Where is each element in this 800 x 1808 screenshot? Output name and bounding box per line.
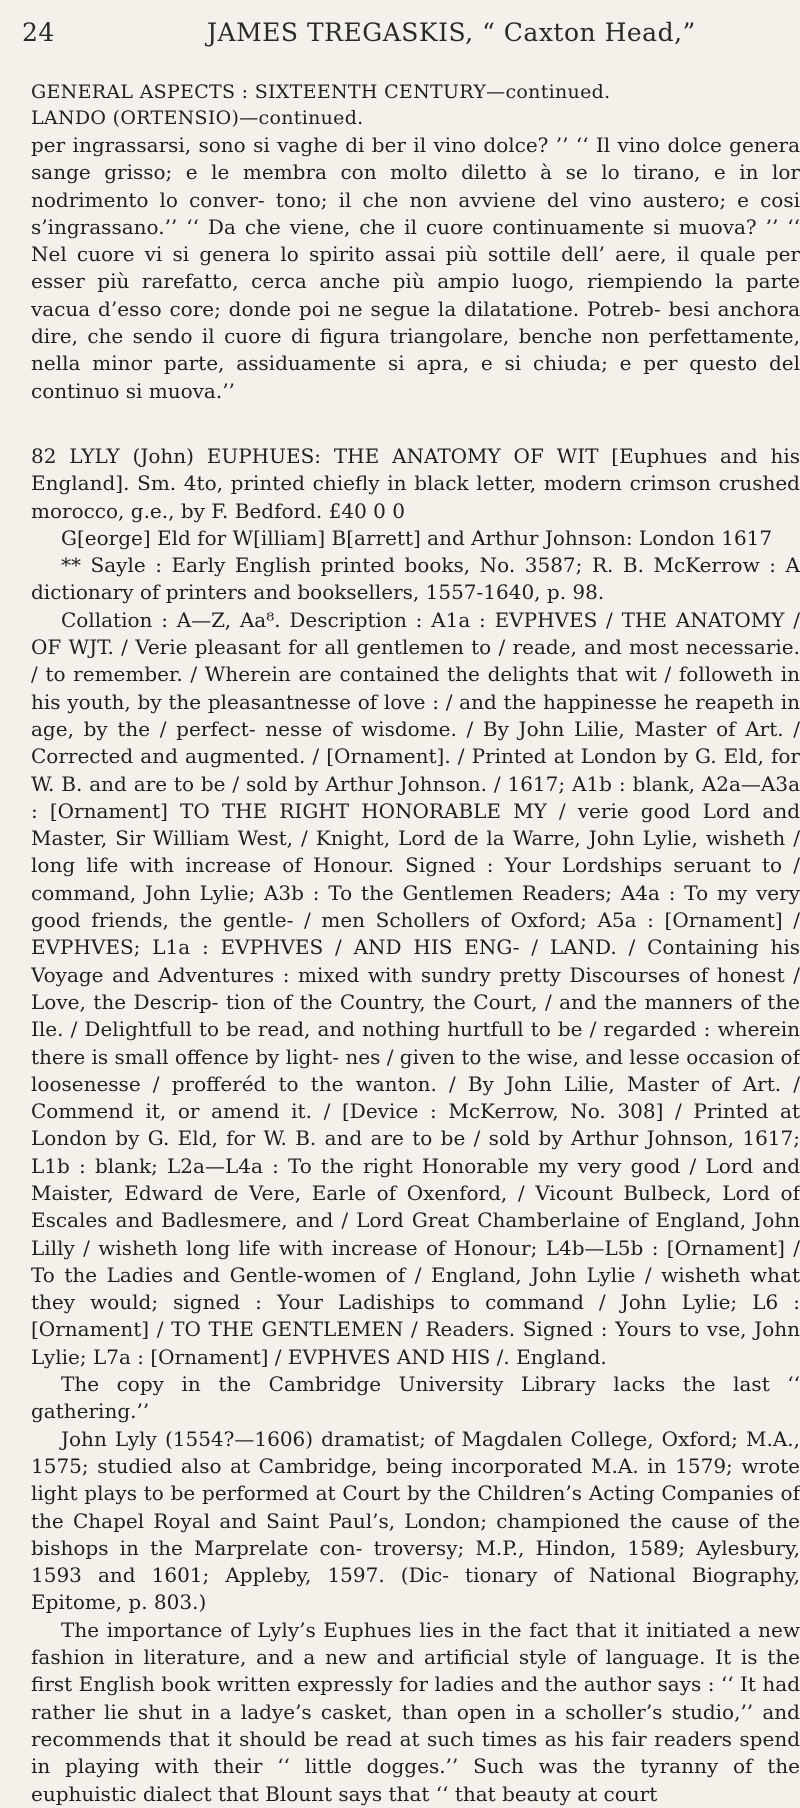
entry-imprint: G[eorge] Eld for W[illiam] B[arrett] and Arthur Johnson: London 1617 [61, 525, 773, 550]
page-body [31, 80, 800, 1808]
lot-number: 82 [31, 443, 57, 468]
section-heading: GENERAL ASPECTS : SIXTEENTH CENTURY—continued. [31, 81, 611, 103]
note-importance: The importance of Lyly’s Euphues lies in the fact that it initiated a new fashion in literature, and a new and artificial style of language. It is the first English book written expressly for ladies and the author says : ‘‘ It had rather lie shut in a ladye’s casket, than open in a scholler’s studio,’’ and recommends that it should be read at such times as his fair readers spend in playing with their ‘‘ little dogges.’’ Such was the tyranny of the euphuistic dialect that Blount says that ‘‘ that beauty at court [31, 1617, 800, 1806]
subsection-heading: LANDO (ORTENSIO)—continued. [31, 107, 364, 129]
entry-title-block [31, 443, 800, 525]
entry-title: LYLY (John) EUPHUES: THE ANATOMY OF WIT [Euphues and his England]. Sm. 4to, printed chiefly in black letter, modern crimson crushed morocco, g.e., by F. Bedford. £40 0 0 [31, 443, 800, 523]
note-copy: The copy in the Cambridge University Library lacks the last ‘‘ gathering.’’ [31, 1372, 800, 1424]
note-biography: John Lyly (1554?—1606) dramatist; of Magdalen College, Oxford; M.A., 1575; studied also at Cambridge, being incorporated M.A. in 1579; wrote light plays to be performed at Court by the Children’s Acting Companies of the Chapel Royal and Saint Paul’s, London; championed the cause of the bishops in the Marprelate con- troversy; M.P., Hindon, 1589; Aylesbury, 1593 and 1601; Appleby, 1597. (Dic- tionary of National Biography, Epitome, p. 803.) [31, 1426, 800, 1615]
running-title: JAMES TREGASKIS, “ Caxton Head,” [207, 18, 696, 47]
page-number: 24 [22, 18, 55, 47]
entry-reference: ** Sayle : Early English printed books, No. 3587; R. B. McKerrow : A dictionary of printers and booksellers, 1557-1640, p. 98. [31, 553, 800, 605]
section-text: per ingrassarsi, sono si vaghe di ber il vino dolce? ’’ ‘‘ Il vino dolce genera sange grisso; e le membra con molto diletto à se lo tirano, e in lor nodrimento lo conver- tono; il che non avviene del vino austero; e cosi s’ingrassano.’’ ‘‘ Da che viene, che il cuore continuamente si muova? ’’ ‘‘ Nel cuore vi si genera lo spirito assai più sottile dell’ aere, il quale per esser più rarefatto, cerca anche più ampio luogo, riempiendo la parte vacua d’esso core; donde poi ne segue la dilatatione. Potreb- besi anchora dire, che sendo il cuore di figura triangolare, benche non perfettamente, nella minor parte, assiduamente si apra, e si chiuda; e per questo del continuo si muova.’’ [31, 133, 800, 403]
spacer [31, 405, 800, 443]
entry-collation: Collation : A—Z, Aa⁸. Description : A1a : EVPHVES / THE ANATOMY / OF WJT. / Verie pleasant for all gentlemen to / reade, and most necessarie. / to remember. / Wherein are contained the delights that wit / followeth in his youth, by the pleasantnesse of love : / and the happinesse he reapeth in age, by the / perfect- nesse of wisdome. / By John Lilie, Master of Art. / Corrected and augmented. / [Ornament]. / Printed at London by G. Eld, for W. B. and are to be / sold by Arthur Johnson. / 1617; A1b : blank, A2a—A3a : [Ornament] TO THE RIGHT HONORABLE MY / verie good Lord and Master, Sir William West, / Knight, Lord de la Warre, John Lylie, wisheth / long life with increase of Honour. Signed : Your Lordships seruant to / command, John Lylie; A3b : To the Gentlemen Readers; A4a : To my very good friends, the gentle- / men Schollers of Oxford; A5a : [Ornament] / EVPHVES; L1a : EVPHVES / AND HIS ENG- / LAND. / Containing his Voyage and Adventures : mixed with sundry pretty Discourses of honest / Love, the Descrip- tion of the Country, the Court, / and the manners of the Ile. / Delightfull to be read, and nothing hurtfull to be / regarded : wherein there is small offence by light- nes / given to the wise, and lesse occasion of loosenesse / profferéd to the wanton. / By John Lilie, Master of Art. / Commend it, or amend it. / [Device : McKerrow, No. 308] / Printed at London by G. Eld, for W. B. and are to be / sold by Arthur Johnson, 1617; L1b : blank; L2a—L4a : To the right Honorable my very good / Lord and Maister, Edward de Vere, Earle of Oxenford, / Vicount Bulbeck, Lord of Escales and Badlesmere, and / Lord Great Chamberlaine of England, John Lilly / wisheth long life with increase of Honour; L4b—L5b : [Ornament] / To the Ladies and Gentle-women of / England, John Lylie / wisheth what they would; signed : Your Ladiships to command / John Lylie; L6 : [Ornament] / TO THE GENTLEMEN / Readers. Signed : Yours to vse, John Lylie; L7a : [Ornament] / EVPHVES AND HIS /. England. [31, 607, 800, 1369]
